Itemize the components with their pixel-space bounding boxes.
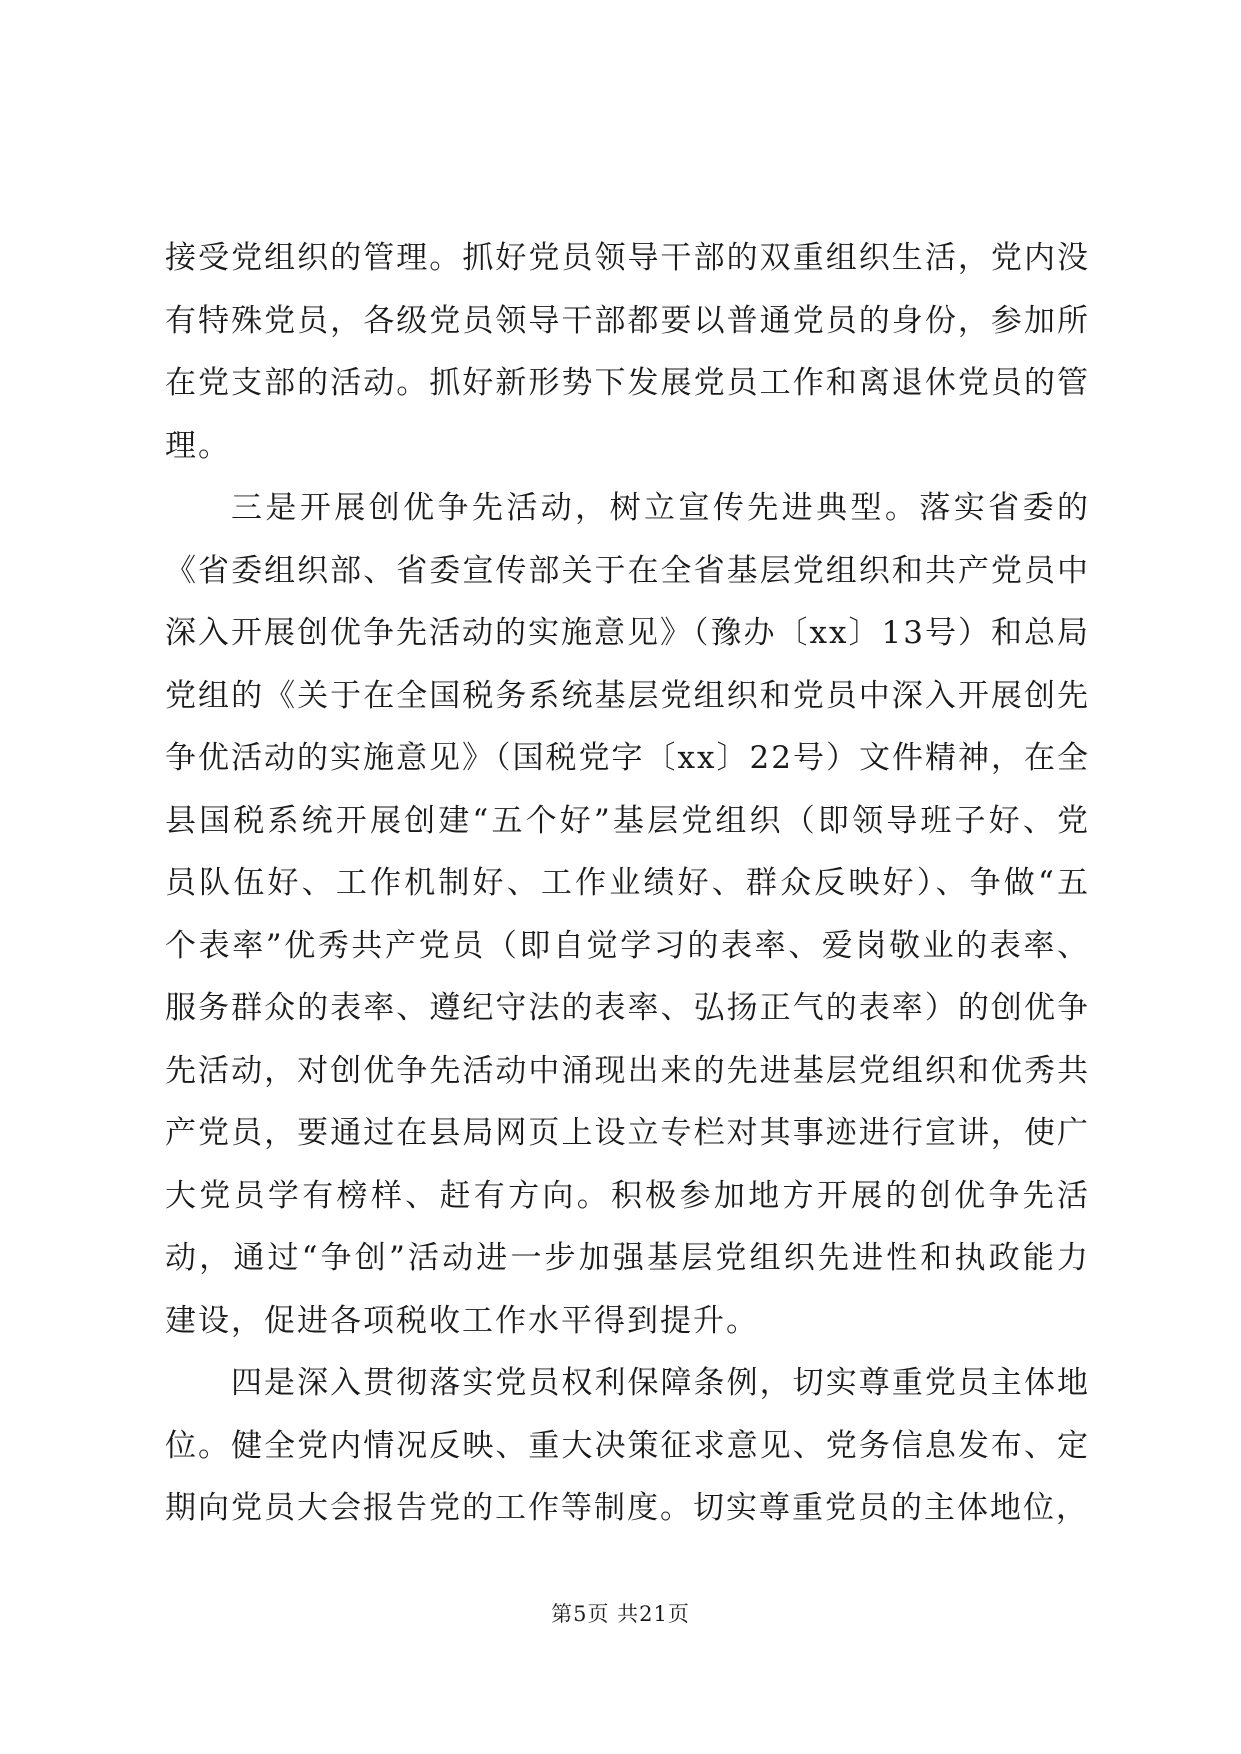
- paragraph-continuation: 接受党组织的管理。抓好党员领导干部的双重组织生活，党内没有特殊党员，各级党员领导干部都要以普通党员的身份，参加所在党支部的活动。抓好新形势下发展党员工作和离退休党员的管理。: [165, 240, 1090, 464]
- paragraph-create-excellence: 三是开展创优争先活动，树立宣传先进典型。落实省委的《省委组织部、省委宣传部关于在全省基层党组织和共产党员中深入开展创优争先活动的实施意见》（豫办〔xx〕13号）和总局党组的《关于在全国税务系统基层党组织和党员中深入开展创先争优活动的实施意见》（国税党字〔xx〕22号）文件精神，在全县国税系统开展创建“五个好”基层党组织（即领导班子好、党员队伍好、工作机制好、工作业绩好、群众反映好）、争做“五个表率”优秀共产党员（即自觉学习的表率、爱岗敬业的表率、服务群众的表率、遵纪守法的表率、弘扬正气的表率）的创优争先活动，对创优争先活动中涌现出来的先进基层党组织和优秀共产党员，要通过在县局网页上设立专栏对其事迹进行宣讲，使广大党员学有榜样、赶有方向。积极参加地方开展的创优争先活动，通过“争创”活动进一步加强基层党组织先进性和执政能力建设，促进各项税收工作水平得到提升。: [165, 490, 1090, 1339]
- page-number-footer: 第5页 共21页: [551, 1602, 690, 1626]
- paragraph-member-rights: 四是深入贯彻落实党员权利保障条例，切实尊重党员主体地位。健全党内情况反映、重大决策征求意见、党务信息发布、定期向党员大会报告党的工作等制度。切实尊重党员的主体地位，: [165, 1365, 1090, 1526]
- document-body: [165, 227, 1090, 1540]
